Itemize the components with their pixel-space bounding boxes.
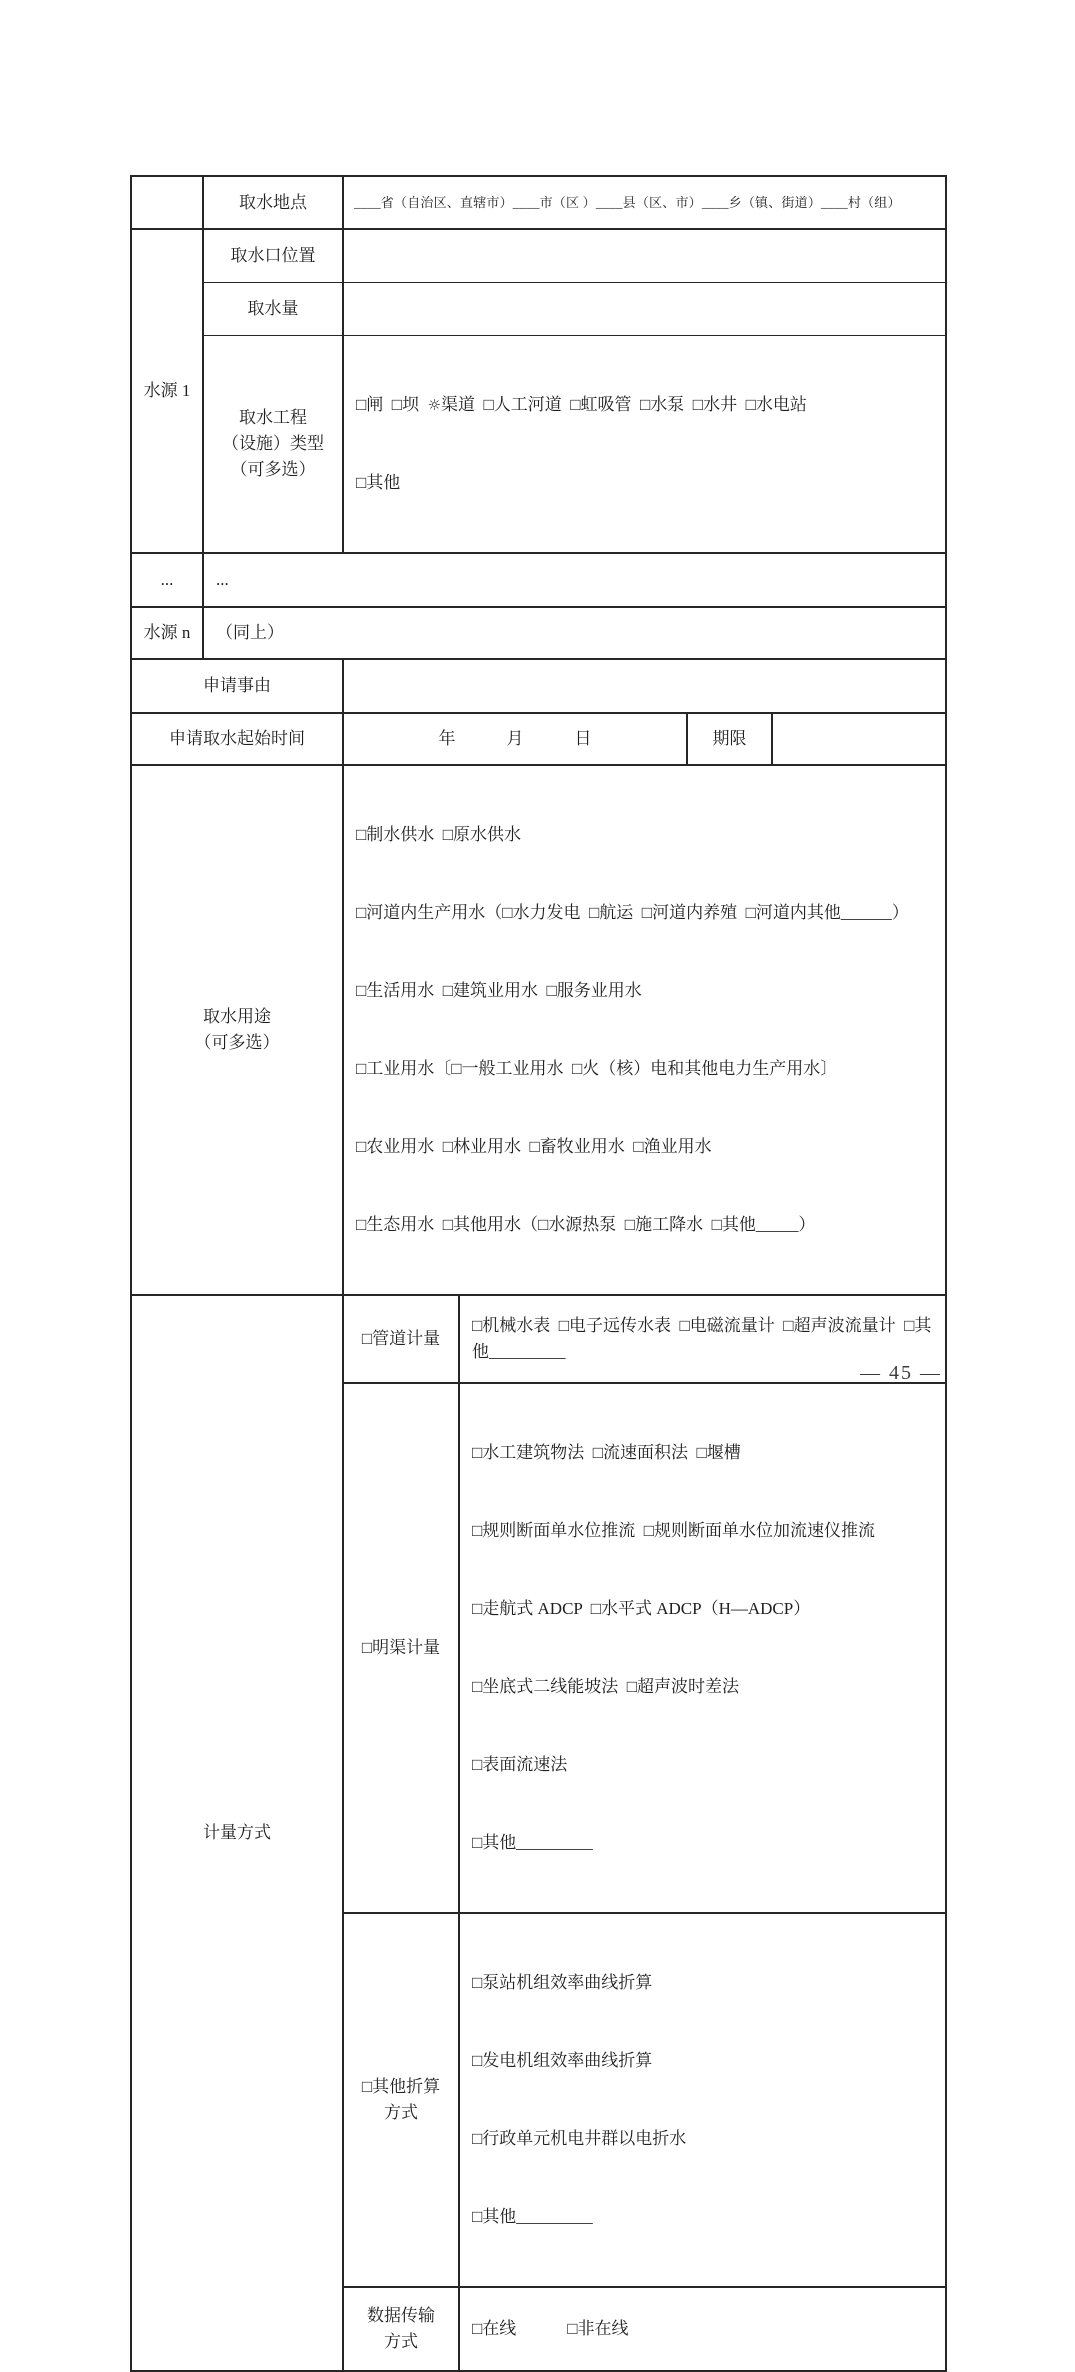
row-intake-works <box>131 335 946 553</box>
usage-label: 取水用途 （可多选） <box>131 765 343 1295</box>
row-usage <box>131 765 946 1295</box>
usage-option-line: □农业用水 □林业用水 □畜牧业用水 □渔业用水 <box>356 1136 712 1156</box>
open-channel-option-line: □水工建筑物法 □流速面积法 □堰槽 <box>472 1442 741 1462</box>
row-ellipsis <box>131 553 946 607</box>
row-intake-location <box>131 176 946 229</box>
source-n-value: （同上） <box>203 607 946 659</box>
open-channel-option-line: □坐底式二线能坡法 □超声波时差法 <box>472 1676 740 1696</box>
open-channel-metering-options <box>459 1383 946 1913</box>
other-conversion-option-line: □其他_________ <box>472 2206 593 2226</box>
usage-option-line: □生活用水 □建筑业用水 □服务业用水 <box>356 980 642 1000</box>
ellipsis-value: ... <box>203 553 946 607</box>
other-conversion-option-line: □行政单元机电井群以电折水 <box>472 2128 687 2148</box>
source-1-label: 水源 1 <box>131 229 203 553</box>
usage-option-line: □生态用水 □其他用水（□水源热泵 □施工降水 □其他_____） <box>356 1214 816 1234</box>
intake-works-options-line-1: □闸 □坝 ☼渠道 □人工河道 □虹吸管 □水泵 □水井 □水电站 <box>356 394 807 414</box>
other-conversion-option-line: □发电机组效率曲线折算 <box>472 2050 653 2070</box>
duration-value-cell <box>772 713 946 765</box>
other-conversion-label: □其他折算 方式 <box>343 1913 459 2287</box>
usage-option-line: □河道内生产用水（□水力发电 □航运 □河道内养殖 □河道内其他______） <box>356 902 909 922</box>
page-number: — 45 — <box>860 1362 942 1384</box>
gear-icon: ☼ <box>427 395 441 414</box>
other-conversion-option-line: □泵站机组效率曲线折算 <box>472 1972 653 1992</box>
row-start-time <box>131 713 946 765</box>
pipeline-metering-options: □机械水表 □电子远传水表 □电磁流量计 □超声波流量计 □其他_________ <box>459 1295 946 1383</box>
row-source-n <box>131 607 946 659</box>
intake-position-value-cell <box>343 229 946 282</box>
open-channel-option-line: □表面流速法 <box>472 1754 568 1774</box>
open-channel-metering-label: □明渠计量 <box>343 1383 459 1913</box>
open-channel-option-line: □规则断面单水位推流 □规则断面单水位加流速仪推流 <box>472 1520 876 1540</box>
intake-location-value: ____省（自治区、直辖市）____市（区 ）____县（区、市）____乡（镇、街道）____村（组） <box>343 176 946 229</box>
data-transmission-label: 数据传输 方式 <box>343 2287 459 2371</box>
start-time-date-cell: 年 月 日 <box>343 713 687 765</box>
row-apply-reason <box>131 659 946 713</box>
water-intake-application-table <box>130 175 947 2372</box>
metering-label: 计量方式 <box>131 1295 343 2371</box>
apply-reason-label: 申请事由 <box>131 659 343 713</box>
intake-volume-value-cell <box>343 282 946 335</box>
source-n-label: 水源 n <box>131 607 203 659</box>
row-intake-position <box>131 229 946 282</box>
row-metering-pipeline <box>131 1295 946 1383</box>
apply-reason-value-cell <box>343 659 946 713</box>
ellipsis-label: ... <box>131 553 203 607</box>
intake-works-options <box>343 335 946 553</box>
data-transmission-options: □在线 □非在线 <box>459 2287 946 2371</box>
start-time-label: 申请取水起始时间 <box>131 713 343 765</box>
usage-option-line: □工业用水〔□一般工业用水 □火（核）电和其他电力生产用水〕 <box>356 1058 838 1078</box>
open-channel-option-line: □走航式 ADCP □水平式 ADCP（H—ADCP） <box>472 1598 811 1618</box>
empty-corner-cell <box>131 176 203 229</box>
usage-option-line: □制水供水 □原水供水 <box>356 824 522 844</box>
intake-works-options-line-2: □其他 <box>356 472 401 492</box>
usage-options <box>343 765 946 1295</box>
row-intake-volume <box>131 282 946 335</box>
intake-works-label: 取水工程 （设施）类型 （可多选） <box>203 335 343 553</box>
pipeline-metering-label: □管道计量 <box>343 1295 459 1383</box>
intake-location-label: 取水地点 <box>203 176 343 229</box>
intake-position-label: 取水口位置 <box>203 229 343 282</box>
intake-volume-label: 取水量 <box>203 282 343 335</box>
other-conversion-options <box>459 1913 946 2287</box>
duration-label: 期限 <box>687 713 772 765</box>
open-channel-option-line: □其他_________ <box>472 1832 593 1852</box>
